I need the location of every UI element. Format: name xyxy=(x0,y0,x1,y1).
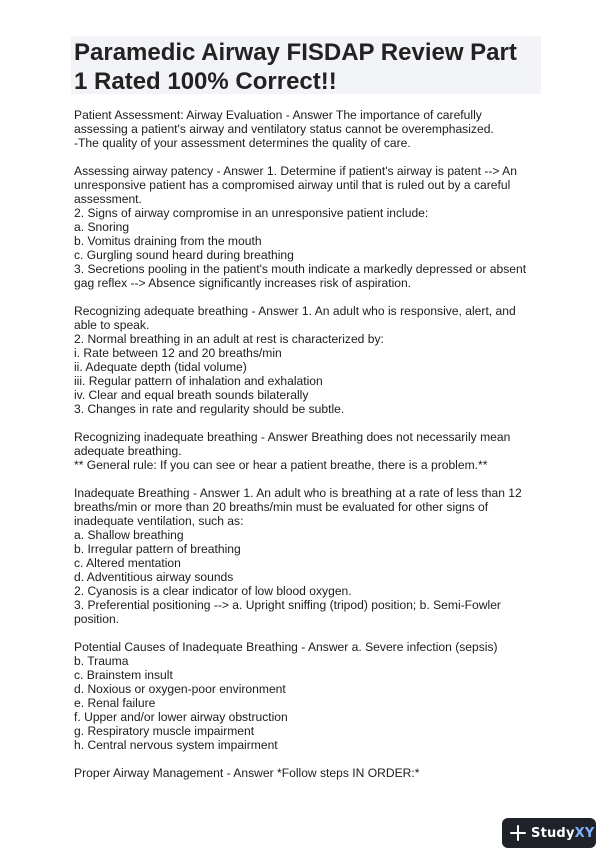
text-line: -The quality of your assessment determines the quality of care. xyxy=(74,136,411,150)
text-line: Patient Assessment: Airway Evaluation - Answer The importance of carefully xyxy=(74,108,482,122)
text-line: c. Brainstem insult xyxy=(74,668,173,682)
text-line: d. Adventitious airway sounds xyxy=(74,570,234,584)
text-line: Assessing airway patency - Answer 1. Determine if patient's airway is patent --> An xyxy=(74,164,517,178)
text-line: 3. Preferential positioning --> a. Upright sniffing (tripod) position; b. Semi-Fowler xyxy=(74,598,501,612)
paragraph xyxy=(74,640,544,752)
text-line: gag reflex --> Absence significantly increases risk of aspiration. xyxy=(74,276,412,290)
text-line: a. Snoring xyxy=(74,220,130,234)
paragraph xyxy=(74,108,544,150)
paragraph xyxy=(74,766,544,780)
title-line: 1 Rated 100% Correct!! xyxy=(74,68,337,95)
text-line: b. Vomitus draining from the mouth xyxy=(74,234,262,248)
text-line: adequate breathing. xyxy=(74,444,182,458)
text-line: e. Renal failure xyxy=(74,696,156,710)
badge-brand-accent: XY xyxy=(574,825,595,841)
text-line: inadequate ventilation, such as: xyxy=(74,514,244,528)
text-line: assessment. xyxy=(74,192,142,206)
text-line: i. Rate between 12 and 20 breaths/min xyxy=(74,346,282,360)
badge-brand xyxy=(531,826,594,841)
text-line: breaths/min or more than 20 breaths/min must be evaluated for other signs of xyxy=(74,500,489,514)
text-line: c. Altered mentation xyxy=(74,556,181,570)
text-line: able to speak. xyxy=(74,318,150,332)
text-line: h. Central nervous system impairment xyxy=(74,738,278,752)
text-line: 2. Normal breathing in an adult at rest is characterized by: xyxy=(74,332,384,346)
title-line: Paramedic Airway FISDAP Review Part xyxy=(74,39,517,66)
text-line: ii. Adequate depth (tidal volume) xyxy=(74,360,247,374)
text-line: position. xyxy=(74,612,120,626)
text-line: iii. Regular pattern of inhalation and exhalation xyxy=(74,374,323,388)
text-line: g. Respiratory muscle impairment xyxy=(74,724,255,738)
text-line: assessing a patient's airway and ventilatory status cannot be overemphasized. xyxy=(74,122,494,136)
paragraph xyxy=(74,304,544,416)
paragraph xyxy=(74,486,544,626)
text-line: Proper Airway Management - Answer *Follow steps IN ORDER:* xyxy=(74,766,420,780)
text-line: c. Gurgling sound heard during breathing xyxy=(74,248,294,262)
page-title xyxy=(74,38,544,96)
text-line: b. Trauma xyxy=(74,654,129,668)
text-line: a. Shallow breathing xyxy=(74,528,184,542)
text-line: unresponsive patient has a compromised airway until that is ruled out by a careful xyxy=(74,178,511,192)
text-line: ** General rule: If you can see or hear a patient breathe, there is a problem.** xyxy=(74,458,488,472)
text-line: f. Upper and/or lower airway obstruction xyxy=(74,710,288,724)
document-body xyxy=(74,108,544,780)
studyxy-badge[interactable] xyxy=(502,818,596,848)
text-line: Potential Causes of Inadequate Breathing - Answer a. Severe infection (sepsis) xyxy=(74,640,498,654)
text-line: 2. Signs of airway compromise in an unresponsive patient include: xyxy=(74,206,429,220)
text-line: Recognizing adequate breathing - Answer 1. An adult who is responsive, alert, and xyxy=(74,304,516,318)
plus-sparkle-icon xyxy=(510,825,526,841)
text-line: 2. Cyanosis is a clear indicator of low blood oxygen. xyxy=(74,584,352,598)
text-line: 3. Secretions pooling in the patient's mouth indicate a markedly depressed or absent xyxy=(74,262,527,276)
paragraph xyxy=(74,430,544,472)
text-line: Inadequate Breathing - Answer 1. An adult who is breathing at a rate of less than 12 xyxy=(74,486,522,500)
text-line: 3. Changes in rate and regularity should be subtle. xyxy=(74,402,345,416)
text-line: Recognizing inadequate breathing - Answer Breathing does not necessarily mean xyxy=(74,430,511,444)
text-line: iv. Clear and equal breath sounds bilaterally xyxy=(74,388,309,402)
text-line: b. Irregular pattern of breathing xyxy=(74,542,241,556)
paragraph xyxy=(74,164,544,290)
text-line: d. Noxious or oxygen-poor environment xyxy=(74,682,286,696)
badge-brand-main: Study xyxy=(531,825,575,841)
